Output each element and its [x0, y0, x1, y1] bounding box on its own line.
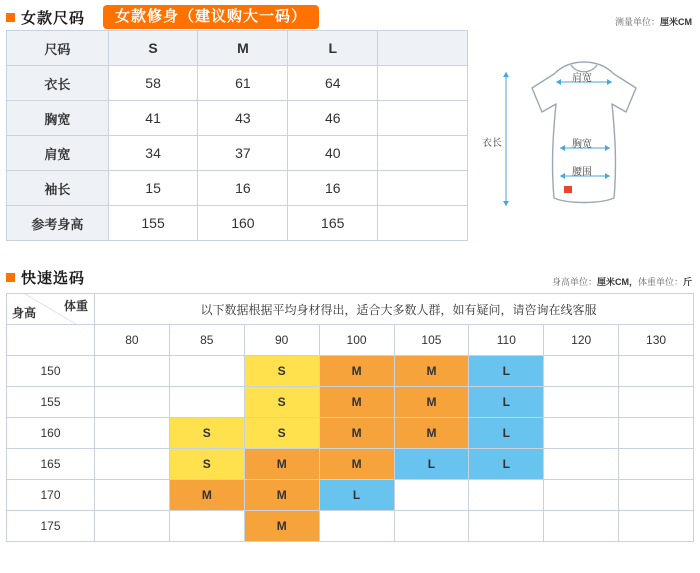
- square-bullet-icon: [6, 273, 15, 282]
- weight-col-85: 85: [169, 325, 244, 356]
- cell-165-120: [544, 449, 619, 480]
- weight-col-130: 130: [619, 325, 694, 356]
- section-title: 女款尺码: [21, 9, 86, 27]
- row-label-length: 衣长: [7, 66, 109, 101]
- quick-pick-header: [0, 265, 700, 289]
- cell-length-extra: [378, 66, 468, 101]
- cell-shoulder-extra: [378, 136, 468, 171]
- weight-unit-label: 体重单位：: [637, 277, 683, 287]
- cell-160-80: [95, 418, 170, 449]
- height-row-155: 155: [7, 387, 95, 418]
- axis-label-weight: 体重: [63, 299, 88, 313]
- cell-170-110: [469, 480, 544, 511]
- cell-150-130: [619, 356, 694, 387]
- table-header-row: [7, 31, 468, 66]
- row-label-height: 参考身高: [7, 206, 109, 241]
- cell-175-80: [95, 511, 170, 542]
- cell-155-90: S: [244, 387, 319, 418]
- cell-155-120: [544, 387, 619, 418]
- quick-pick-row: [7, 511, 694, 542]
- tshirt-illustration: [476, 36, 694, 251]
- cell-160-130: [619, 418, 694, 449]
- cell-chest-s: 41: [108, 101, 198, 136]
- cell-165-130: [619, 449, 694, 480]
- cell-175-105: [394, 511, 469, 542]
- cell-chest-l: 46: [288, 101, 378, 136]
- top-header: [0, 0, 700, 30]
- label-chest: 胸宽: [572, 139, 592, 150]
- cell-shoulder-m: 37: [198, 136, 288, 171]
- cell-length-s: 58: [108, 66, 198, 101]
- cell-height-m: 160: [198, 206, 288, 241]
- row-label-shoulder: 肩宽: [7, 136, 109, 171]
- cell-height-l: 165: [288, 206, 378, 241]
- cell-height-s: 155: [108, 206, 198, 241]
- cell-150-110: L: [469, 356, 544, 387]
- table-row: [7, 171, 468, 206]
- axis-label-height: 身高: [12, 306, 37, 320]
- cell-165-105: L: [394, 449, 469, 480]
- row-label-chest: 胸宽: [7, 101, 109, 136]
- quick-pick-unit-note: [552, 275, 692, 288]
- cell-175-130: [619, 511, 694, 542]
- height-row-165: 165: [7, 449, 95, 480]
- label-shoulder: 肩宽: [572, 73, 592, 84]
- table-row: [7, 101, 468, 136]
- cell-155-85: [169, 387, 244, 418]
- cell-150-120: [544, 356, 619, 387]
- cell-155-105: M: [394, 387, 469, 418]
- height-row-150: 150: [7, 356, 95, 387]
- weight-col-90: 90: [244, 325, 319, 356]
- axis-corner-cell: [7, 294, 95, 325]
- weight-col-80: 80: [95, 325, 170, 356]
- table-row: [7, 66, 468, 101]
- cell-155-130: [619, 387, 694, 418]
- cell-165-90: M: [244, 449, 319, 480]
- height-unit-value: 厘米CM，: [596, 277, 638, 287]
- quick-pick-row: [7, 449, 694, 480]
- size-table: [6, 30, 468, 241]
- weight-col-110: 110: [469, 325, 544, 356]
- measure-unit-note: [615, 15, 692, 28]
- height-row-170: 170: [7, 480, 95, 511]
- cell-175-110: [469, 511, 544, 542]
- cell-155-100: M: [319, 387, 394, 418]
- weight-col-100: 100: [319, 325, 394, 356]
- cell-150-80: [95, 356, 170, 387]
- cell-170-105: [394, 480, 469, 511]
- promo-banner: 女款修身（建议购大一码）: [103, 5, 319, 29]
- cell-shoulder-l: 40: [288, 136, 378, 171]
- cell-150-100: M: [319, 356, 394, 387]
- cell-165-80: [95, 449, 170, 480]
- quick-pick-row: [7, 387, 694, 418]
- height-row-160: 160: [7, 418, 95, 449]
- cell-shoulder-s: 34: [108, 136, 198, 171]
- quick-pick-row: [7, 480, 694, 511]
- cell-175-120: [544, 511, 619, 542]
- table-row: [7, 136, 468, 171]
- cell-chest-m: 43: [198, 101, 288, 136]
- cell-length-l: 64: [288, 66, 378, 101]
- cell-150-85: [169, 356, 244, 387]
- cell-170-80: [95, 480, 170, 511]
- cell-sleeve-extra: [378, 171, 468, 206]
- square-bullet-icon: [6, 13, 15, 22]
- weight-header-blank: [7, 325, 95, 356]
- cell-170-120: [544, 480, 619, 511]
- cell-160-105: M: [394, 418, 469, 449]
- weight-header-row: [7, 325, 694, 356]
- cell-155-80: [95, 387, 170, 418]
- header-cell-size: 尺码: [7, 31, 109, 66]
- cell-160-90: S: [244, 418, 319, 449]
- quick-pick-description: 以下数据根据平均身材得出，适合大多数人群，如有疑问，请咨询在线客服: [95, 294, 694, 325]
- cell-170-100: L: [319, 480, 394, 511]
- cell-170-130: [619, 480, 694, 511]
- weight-col-120: 120: [544, 325, 619, 356]
- cell-sleeve-s: 15: [108, 171, 198, 206]
- cell-160-110: L: [469, 418, 544, 449]
- measure-unit-value: 厘米CM: [660, 17, 692, 27]
- row-label-sleeve: 袖长: [7, 171, 109, 206]
- cell-150-90: S: [244, 356, 319, 387]
- quick-pick-table: [6, 293, 694, 542]
- quick-pick-title: 快速选码: [21, 269, 86, 287]
- table-row: [7, 206, 468, 241]
- weight-col-105: 105: [394, 325, 469, 356]
- header-cell-m: M: [198, 31, 288, 66]
- quick-pick-row: [7, 356, 694, 387]
- cell-chest-extra: [378, 101, 468, 136]
- cell-175-85: [169, 511, 244, 542]
- label-length: 衣长: [482, 138, 502, 149]
- label-waist: 腰围: [572, 167, 592, 178]
- measure-unit-label: 测量单位：: [614, 17, 660, 27]
- cell-160-100: M: [319, 418, 394, 449]
- cell-175-90: M: [244, 511, 319, 542]
- quick-pick-section-header: [6, 264, 85, 290]
- cell-165-100: M: [319, 449, 394, 480]
- cell-sleeve-m: 16: [198, 171, 288, 206]
- quick-pick-desc-row: [7, 294, 694, 325]
- cell-175-100: [319, 511, 394, 542]
- size-and-illustration: [0, 30, 700, 251]
- header-cell-s: S: [108, 31, 198, 66]
- cell-160-85: S: [169, 418, 244, 449]
- height-unit-label: 身高单位：: [551, 277, 597, 287]
- header-cell-l: L: [288, 31, 378, 66]
- cell-sleeve-l: 16: [288, 171, 378, 206]
- header-cell-extra: [378, 31, 468, 66]
- cell-150-105: M: [394, 356, 469, 387]
- cell-165-85: S: [169, 449, 244, 480]
- weight-unit-value: 斤: [682, 277, 692, 287]
- quick-pick-row: [7, 418, 694, 449]
- cell-170-85: M: [169, 480, 244, 511]
- cell-height-extra: [378, 206, 468, 241]
- height-row-175: 175: [7, 511, 95, 542]
- cell-155-110: L: [469, 387, 544, 418]
- cell-160-120: [544, 418, 619, 449]
- cell-170-90: M: [244, 480, 319, 511]
- cell-length-m: 61: [198, 66, 288, 101]
- cell-165-110: L: [469, 449, 544, 480]
- women-size-section-header: [6, 4, 85, 30]
